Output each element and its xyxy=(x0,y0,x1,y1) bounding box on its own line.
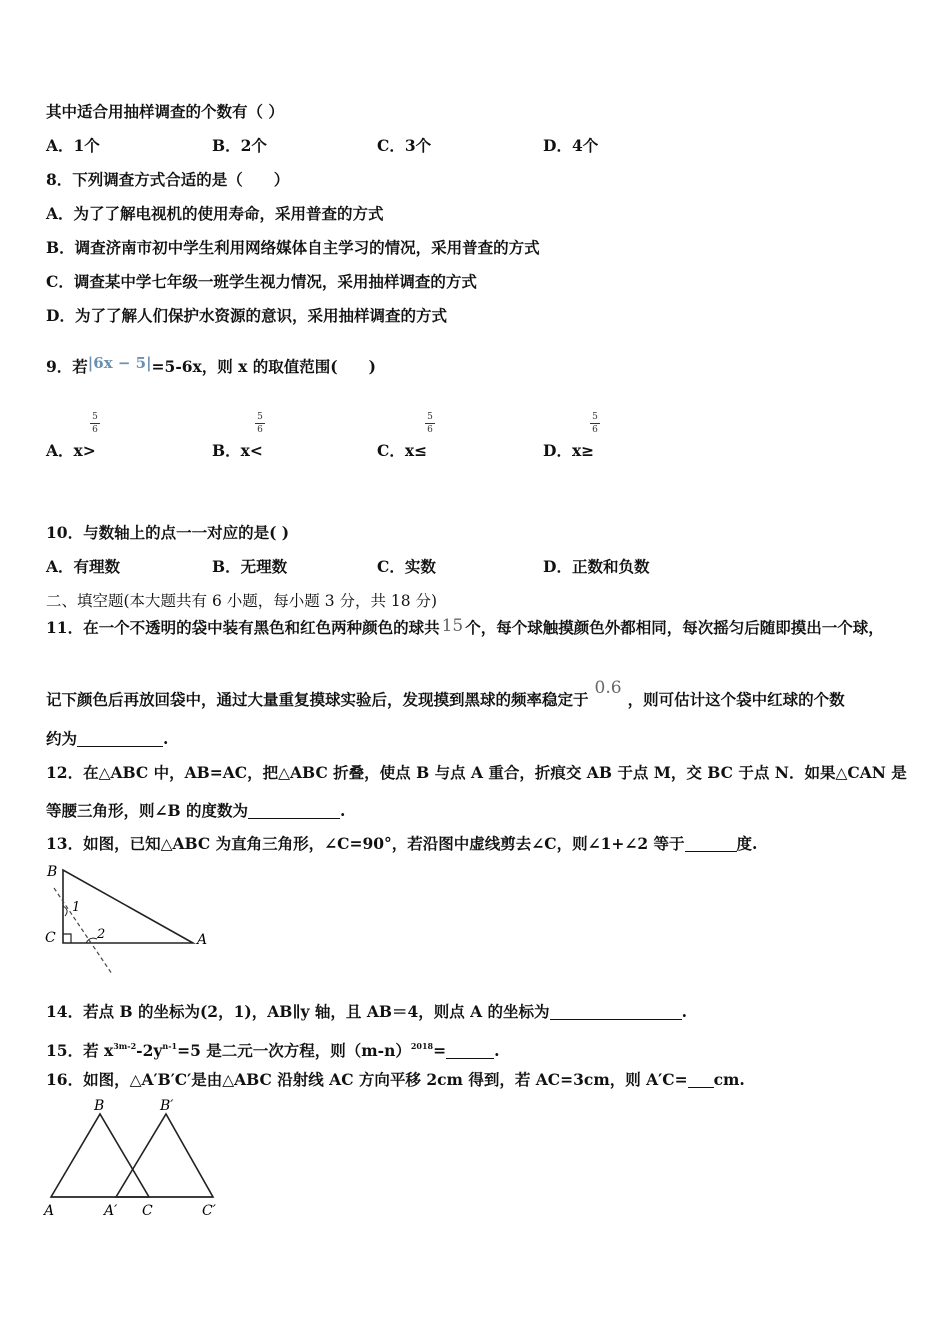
intro-text: 其中适合用抽样调查的个数有（ ） xyxy=(46,102,284,121)
q11-line2-start: 记下颜色后再放回袋中，通过大量重复摸球实验后，发现摸到黑球的频率稳定于 xyxy=(46,690,589,709)
q14-text: 14．若点 B 的坐标为(2，1)，AB∥y 轴，且 AB＝4，则点 A 的坐标为 xyxy=(46,1002,550,1021)
q9-option-b: B．x< xyxy=(212,441,263,460)
q9-stem xyxy=(46,353,376,377)
fraction-numerator: 5 xyxy=(257,412,263,422)
q9-fraction-a xyxy=(89,412,101,435)
q12-line1: 12．在△ABC 中，AB=AC，把△ABC 折叠，使点 B 与点 A 重合，折痕交 AB 于点 M，交 BC 于点 N．如果△CAN 是 xyxy=(46,763,907,782)
fraction-numerator: 5 xyxy=(592,412,598,422)
label-b: B xyxy=(94,1098,105,1114)
q11-line2 xyxy=(46,678,845,710)
q10-option-a: A．有理数 xyxy=(46,557,121,576)
q9-option-a: A．x> xyxy=(46,441,96,460)
q9-option-d: D．x≥ xyxy=(543,441,595,460)
label-b-prime: B′ xyxy=(160,1098,174,1114)
label-2: 2 xyxy=(97,927,106,942)
q11-count: 15 xyxy=(441,616,464,636)
q16-figure xyxy=(40,1094,225,1224)
fraction-denominator: 6 xyxy=(92,425,98,435)
q15-part-b: -2y xyxy=(136,1041,163,1060)
q11-frequency: 0.6 xyxy=(594,678,622,698)
q9-suffix: =5-6x，则 x 的取值范围( ) xyxy=(151,357,376,376)
fraction-denominator: 6 xyxy=(427,425,433,435)
fraction-numerator: 5 xyxy=(92,412,98,422)
q13-tail: 度. xyxy=(736,834,758,853)
label-a: A xyxy=(197,932,208,948)
label-a-prime: A′ xyxy=(104,1203,118,1219)
fraction-denominator: 6 xyxy=(592,425,598,435)
q16-tail: cm. xyxy=(713,1070,745,1089)
label-c: C xyxy=(142,1203,153,1219)
q13-stem xyxy=(46,834,757,854)
q16-text: 16．如图，△A′B′C′是由△ABC 沿射线 AC 方向平移 2cm 得到，若 AC=3cm，则 A′C= xyxy=(46,1070,688,1089)
q9-fraction-b xyxy=(254,412,266,435)
q10-option-c: C．实数 xyxy=(377,557,436,576)
q13-text: 13．如图，已知△ABC 为直角三角形，∠C=90°，若沿图中虚线剪去∠C，则∠1+∠2 等于 xyxy=(46,834,685,853)
q10-option-d: D．正数和负数 xyxy=(543,557,650,576)
q11-line1-start: 11．在一个不透明的袋中装有黑色和红色两种颜色的球共 xyxy=(46,618,440,637)
q11-answer-label: 约为 xyxy=(46,729,78,748)
q8-option-a: A．为了了解电视机的使用寿命，采用普查的方式 xyxy=(46,204,384,223)
q16-stem xyxy=(46,1070,745,1090)
q9-fraction-d xyxy=(589,412,601,435)
q15-part-d: = xyxy=(433,1041,447,1060)
q13-answer-blank[interactable] xyxy=(685,837,737,852)
q7-option-d: D．4个 xyxy=(543,136,599,155)
q15-part-a: 15．若 x xyxy=(46,1041,114,1060)
q8-option-c: C．调查某中学七年级一班学生视力情况，采用抽样调查的方式 xyxy=(46,272,477,291)
fraction-denominator: 6 xyxy=(257,425,263,435)
right-angle-mark xyxy=(63,934,71,943)
q9-fraction-c xyxy=(424,412,436,435)
q11-line2-end: ，则可估计这个袋中红球的个数 xyxy=(627,690,845,709)
label-a: A xyxy=(44,1203,55,1219)
q7-option-a: A．1个 xyxy=(46,136,100,155)
q8-option-d: D．为了了解人们保护水资源的意识，采用抽样调查的方式 xyxy=(46,306,447,325)
q8-stem: 8．下列调查方式合适的是（ ） xyxy=(46,170,290,189)
q11-line1-end: 个，每个球触摸颜色外都相同，每次摇匀后随即摸出一个球， xyxy=(465,618,884,637)
q12-line2: 等腰三角形，则∠B 的度数为 . xyxy=(46,801,346,820)
triangle-a-prime-b-prime-c-prime xyxy=(116,1114,213,1197)
triangle-abc xyxy=(63,870,193,943)
q11-line1 xyxy=(46,616,884,638)
label-c: C xyxy=(45,930,56,946)
q14-stem: 14．若点 B 的坐标为(2，1)，AB∥y 轴，且 AB＝4，则点 A 的坐标为 . xyxy=(46,1002,687,1021)
label-c-prime: C′ xyxy=(202,1203,216,1219)
triangle-abc xyxy=(51,1114,149,1197)
q15-answer-blank[interactable] xyxy=(446,1044,494,1059)
q9-prefix: 9．若 xyxy=(46,357,88,376)
q15-exponent-y: n-1 xyxy=(162,1041,178,1051)
q14-answer-blank[interactable] xyxy=(550,1005,682,1020)
fraction-numerator: 5 xyxy=(427,412,433,422)
q10-option-b: B．无理数 xyxy=(212,557,288,576)
q9-abs-expression: |6x − 5| xyxy=(87,354,152,372)
q15-exponent-power: 2018 xyxy=(410,1041,434,1051)
q13-figure xyxy=(40,860,215,980)
q11-line3: 约为 . xyxy=(46,729,169,748)
q16-answer-blank[interactable] xyxy=(688,1073,714,1088)
section-heading: 二、填空题(本大题共有 6 小题，每小题 3 分，共 18 分) xyxy=(46,592,438,610)
q8-option-b: B．调查济南市初中学生利用网络媒体自主学习的情况，采用普查的方式 xyxy=(46,238,540,257)
q15-exponent-x: 3m-2 xyxy=(113,1041,137,1051)
label-1: 1 xyxy=(72,900,81,915)
q10-stem: 10．与数轴上的点一一对应的是( ) xyxy=(46,523,290,542)
q12-answer-blank[interactable] xyxy=(248,804,340,819)
q7-option-b: B．2个 xyxy=(212,136,267,155)
q11-answer-blank[interactable] xyxy=(77,732,163,747)
label-b: B xyxy=(47,864,58,880)
q15-part-c: =5 是二元一次方程，则（m-n） xyxy=(177,1041,411,1060)
q7-option-c: C．3个 xyxy=(377,136,432,155)
q9-option-c: C．x≤ xyxy=(377,441,428,460)
q12-answer-label: 等腰三角形，则∠B 的度数为 xyxy=(46,801,248,820)
q15-stem: 15．若 $x^{3m-2}-2y^{n-1}=5$ 是二元一次方程，则$(m-n)^{2018}=$ . xyxy=(46,1041,500,1060)
